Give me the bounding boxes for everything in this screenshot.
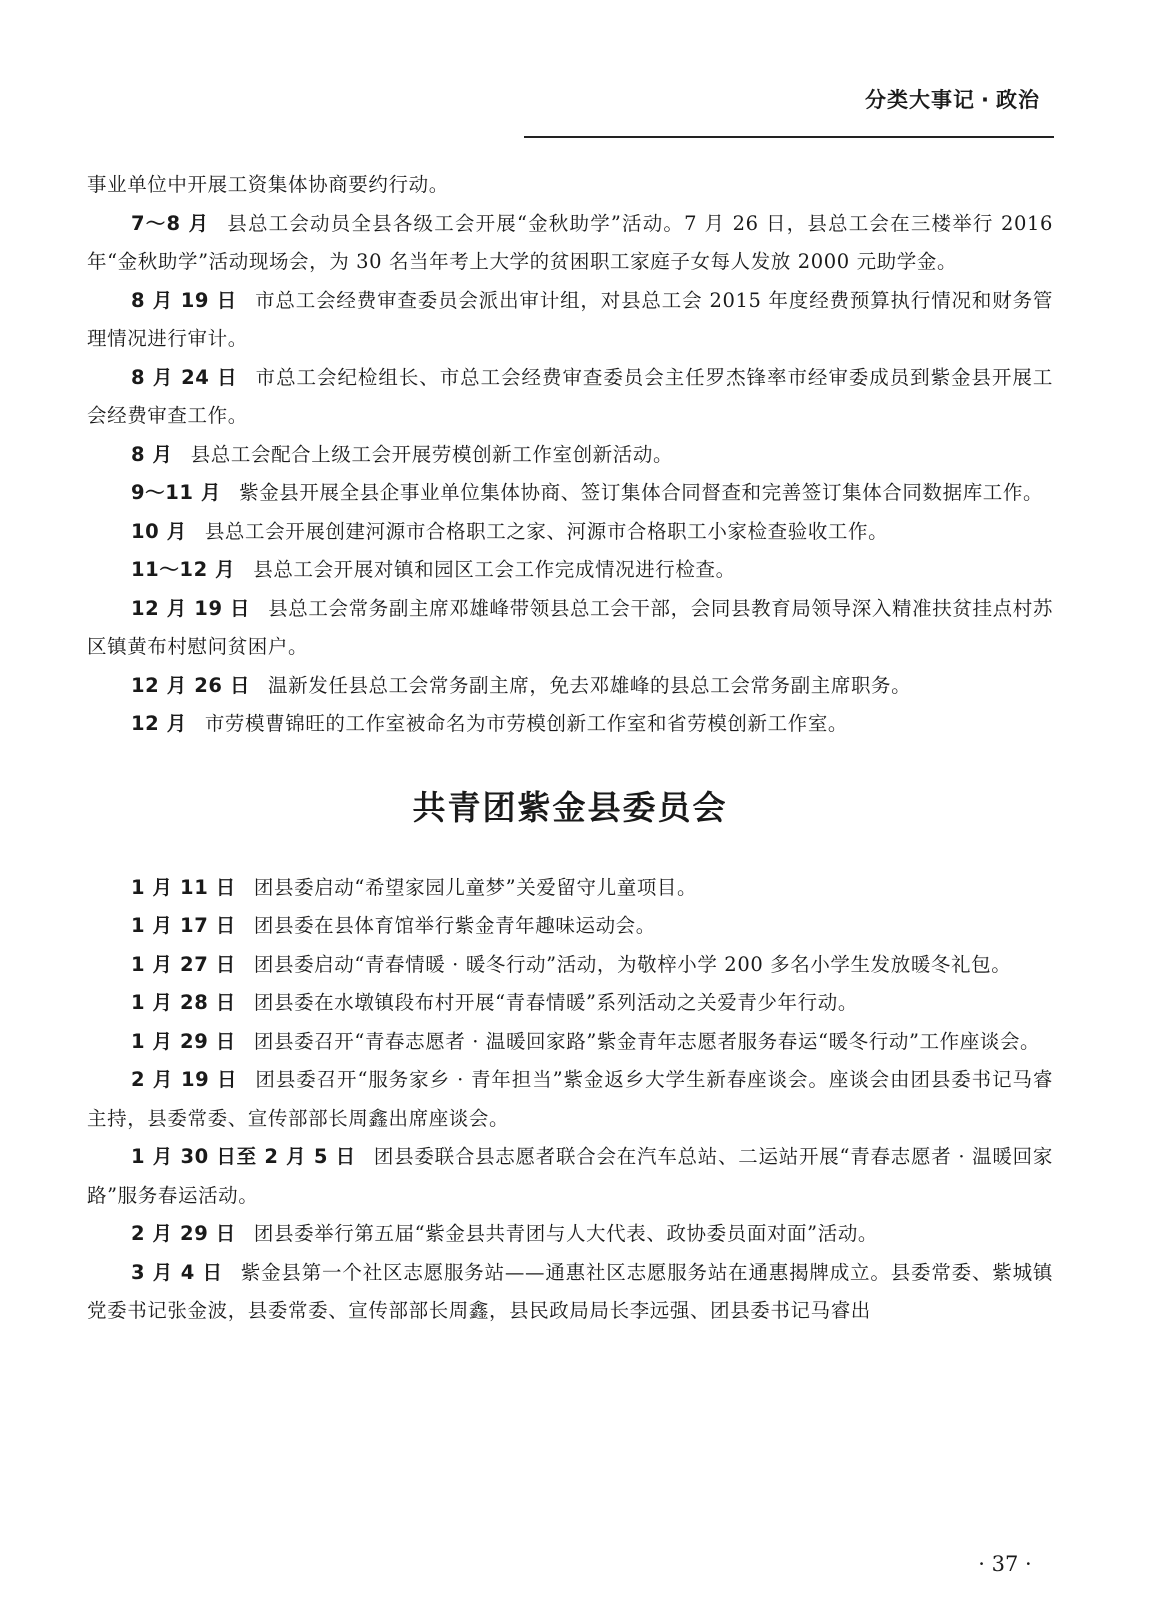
entry-date: 8 月	[131, 442, 173, 466]
entry-text: 团县委启动“青春情暖 · 暖冬行动”活动，为敬梓小学 200 多名小学生发放暖冬礼包。	[253, 952, 1012, 976]
trade-union-entries	[87, 166, 1053, 744]
entry-date: 3 月 4 日	[131, 1260, 223, 1284]
entry-date: 7～8 月	[131, 211, 210, 235]
entry-text: 团县委在县体育馆举行紫金青年趣味运动会。	[253, 914, 656, 937]
entry-date: 1 月 11 日	[131, 875, 236, 899]
chronicle-entry	[87, 513, 1053, 552]
entry-date: 1 月 17 日	[131, 914, 236, 937]
entry-text: 团县委召开“服务家乡 · 青年担当”紫金返乡大学生新春座谈会。座谈会由团县委书记马睿主持，县委常委、宣传部部长周鑫出席座谈会。	[87, 1068, 1054, 1130]
entry-text: 团县委启动“希望家园儿童梦”关爱留守儿童项目。	[253, 875, 698, 899]
chronicle-entry	[87, 1138, 1053, 1215]
chronicle-entry	[87, 946, 1053, 985]
page-number: · 37 ·	[978, 1552, 1032, 1576]
entry-text: 温新发任县总工会常务副主席，免去邓雄峰的县总工会常务副主席职务。	[268, 673, 912, 697]
entry-date: 2 月 19 日	[131, 1068, 238, 1091]
chronicle-entry	[87, 1254, 1053, 1331]
chronicle-entry	[87, 205, 1053, 282]
header-subcategory: 政治	[996, 88, 1040, 112]
chronicle-entry	[87, 869, 1053, 908]
entry-date: 1 月 30 日至 2 月 5 日	[131, 1145, 356, 1168]
header-separator: ·	[981, 88, 990, 112]
chronicle-entry	[87, 667, 1053, 706]
entry-date: 1 月 27 日	[131, 952, 236, 976]
chronicle-entry	[87, 166, 1053, 205]
chronicle-entry	[87, 1023, 1053, 1062]
entry-text: 紫金县第一个社区志愿服务站——通惠社区志愿服务站在通惠揭牌成立。县委常委、紫城镇党委书记张金波，县委常委、宣传部部长周鑫，县民政局局长李远强、团县委书记马睿出	[87, 1260, 1053, 1322]
entry-text: 市总工会经费审查委员会派出审计组，对县总工会 2015 年度经费预算执行情况和财务管理情况进行审计。	[87, 288, 1053, 350]
entry-text: 紫金县开展全县企事业单位集体协商、签订集体合同督查和完善签订集体合同数据库工作。	[239, 481, 1044, 504]
entry-text: 县总工会配合上级工会开展劳模创新工作室创新活动。	[190, 442, 674, 466]
entry-date: 12 月 19 日	[131, 596, 251, 620]
chronicle-entry	[87, 907, 1053, 946]
entry-text: 市总工会纪检组长、市总工会经费审查委员会主任罗杰锋率市经审委成员到紫金县开展工会经费审查工作。	[87, 365, 1053, 427]
entry-date: 8 月 24 日	[131, 365, 238, 389]
entry-text: 县总工会开展创建河源市合格职工之家、河源市合格职工小家检查验收工作。	[204, 519, 889, 543]
youth-league-entries	[87, 869, 1053, 1331]
entry-text: 县总工会动员全县各级工会开展“金秋助学”活动。7 月 26 日，县总工会在三楼举行 2016 年“金秋助学”活动现场会，为 30 名当年考上大学的贫困职工家庭子女每人发放 2000 元助学金。	[87, 211, 1053, 273]
entry-date: 12 月	[131, 712, 187, 735]
chronicle-entry	[87, 1215, 1053, 1254]
entry-text: 团县委在水墩镇段布村开展“青春情暖”系列活动之关爱青少年行动。	[253, 991, 858, 1014]
chronicle-entry	[87, 359, 1053, 436]
entry-date: 12 月 26 日	[131, 673, 251, 697]
entry-text: 团县委联合县志愿者联合会在汽车总站、二运站开展“青春志愿者 · 温暖回家路”服务春运活动。	[87, 1145, 1053, 1207]
chronicle-entry	[87, 436, 1053, 475]
chronicle-entry	[87, 590, 1053, 667]
entry-date: 10 月	[131, 519, 187, 543]
chronicle-entry	[87, 551, 1053, 590]
entry-text: 县总工会开展对镇和园区工会工作完成情况进行检查。	[253, 558, 736, 581]
chronicle-entry	[87, 984, 1053, 1023]
entry-date: 1 月 29 日	[131, 1029, 236, 1053]
entry-text: 市劳模曹锦旺的工作室被命名为市劳模创新工作室和省劳模创新工作室。	[204, 712, 849, 735]
chronicle-entry	[87, 705, 1053, 744]
header-rule	[524, 136, 1054, 138]
running-header	[520, 84, 1040, 114]
page-body	[87, 166, 1053, 1331]
chronicle-entry	[87, 1061, 1053, 1138]
entry-text: 团县委召开“青春志愿者 · 温暖回家路”紫金青年志愿者服务春运“暖冬行动”工作座谈会。	[253, 1029, 1041, 1053]
header-category: 分类大事记	[865, 88, 976, 112]
chronicle-entry	[87, 282, 1053, 359]
chronicle-entry	[87, 474, 1053, 513]
section-title: 共青团紫金县委员会	[412, 787, 728, 827]
entry-date: 11～12 月	[131, 558, 236, 581]
entry-date: 1 月 28 日	[131, 991, 236, 1014]
entry-date: 9～11 月	[131, 481, 222, 504]
entry-date: 8 月 19 日	[131, 288, 238, 312]
entry-text: 团县委举行第五届“紫金县共青团与人大代表、政协委员面对面”活动。	[253, 1222, 879, 1245]
entry-text: 县总工会常务副主席邓雄峰带领县总工会干部，会同县教育局领导深入精准扶贫挂点村苏区镇黄布村慰问贫困户。	[87, 596, 1053, 658]
entry-text: 事业单位中开展工资集体协商要约行动。	[87, 173, 449, 196]
entry-date: 2 月 29 日	[131, 1222, 236, 1245]
